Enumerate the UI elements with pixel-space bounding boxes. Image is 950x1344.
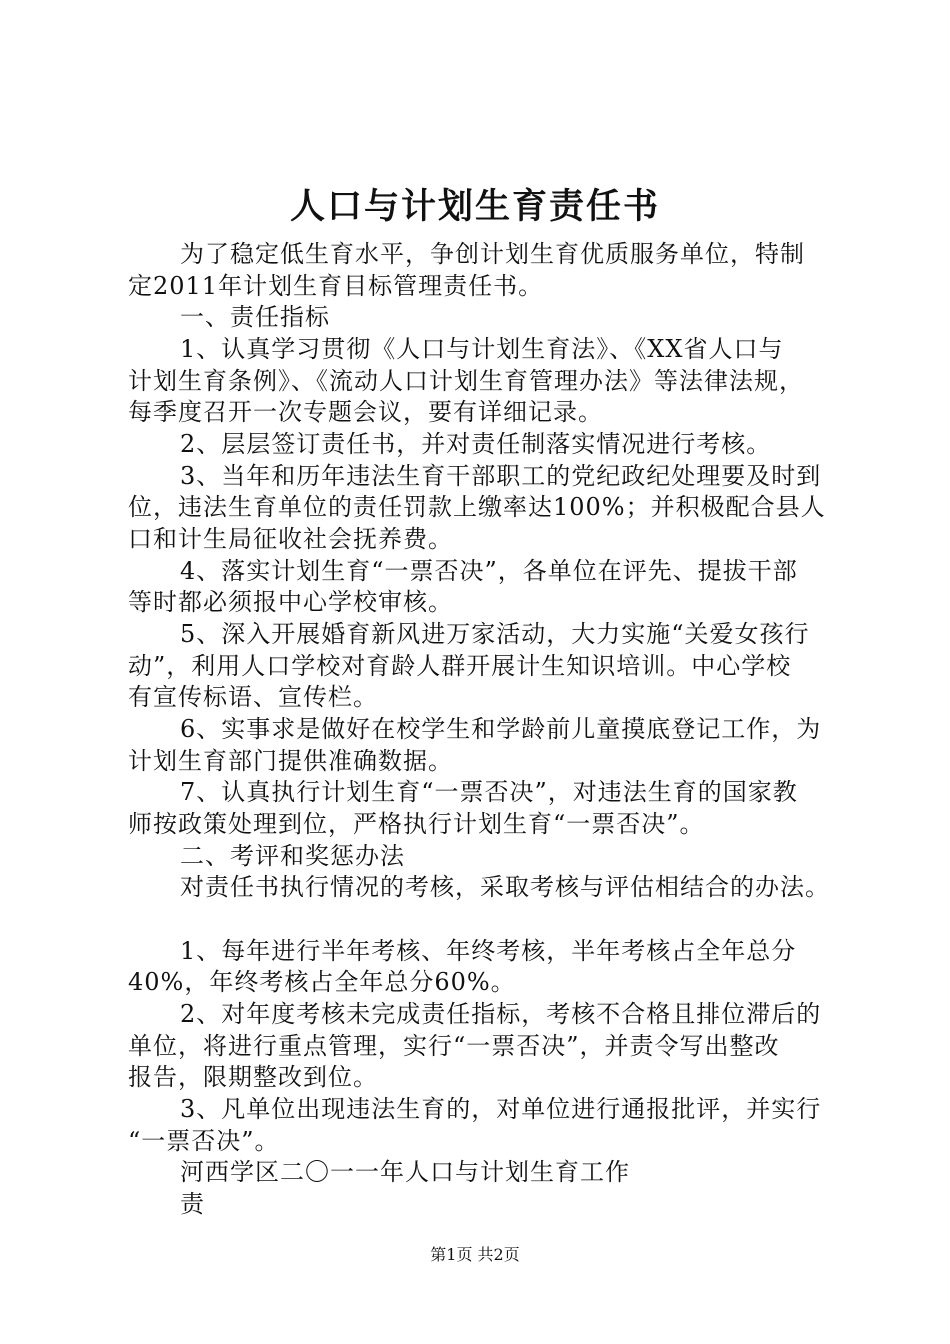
body-line: 师按政策处理到位，严格执行计划生育“一票否决”。 <box>128 810 705 838</box>
body-line: 每季度召开一次专题会议，要有详细记录。 <box>128 398 603 426</box>
document-title: 人口与计划生育责任书 <box>289 186 660 227</box>
body-line: 计划生育部门提供准确数据。 <box>128 747 453 775</box>
body-line: 2、对年度考核未完成责任指标，考核不合格且排位滞后的 <box>180 1000 822 1028</box>
section-heading: 一、责任指标 <box>180 303 330 331</box>
body-line: 口和计生局征收社会抚养费。 <box>128 525 453 553</box>
body-line: 动”，利用人口学校对育龄人群开展计生知识培训。中心学校 <box>128 652 792 680</box>
body-line: 7、认真执行计划生育“一票否决”，对违法生育的国家教 <box>180 778 798 806</box>
page-footer: 第1页 共2页 <box>430 1245 520 1264</box>
body-line: 对责任书执行情况的考核，采取考核与评估相结合的办法。 <box>180 873 830 901</box>
body-line: 3、凡单位出现违法生育的，对单位进行通报批评，并实行 <box>180 1095 822 1123</box>
signature-line: 责 <box>180 1190 205 1218</box>
section-heading: 二、考评和奖惩办法 <box>180 842 405 870</box>
body-line: 定2011年计划生育目标管理责任书。 <box>128 272 544 300</box>
body-line: 单位，将进行重点管理，实行“一票否决”，并责令写出整改 <box>128 1032 780 1060</box>
body-line: 4、落实计划生育“一票否决”，各单位在评先、提拔干部 <box>180 557 798 585</box>
body-line: 5、深入开展婚育新风进万家活动，大力实施“关爱女孩行 <box>180 620 810 648</box>
body-line: 40%，年终考核占全年总分60%。 <box>128 968 516 996</box>
body-line: 等时都必须报中心学校审核。 <box>128 588 453 616</box>
body-line: 3、当年和历年违法生育干部职工的党纪政纪处理要及时到 <box>180 462 822 490</box>
body-line: 计划生育条例》、《流动人口计划生育管理办法》等法律法规， <box>128 367 804 395</box>
body-line: 为了稳定低生育水平，争创计划生育优质服务单位，特制 <box>180 240 805 268</box>
body-line: 有宣传标语、宣传栏。 <box>128 683 378 711</box>
body-line: 6、实事求是做好在校学生和学龄前儿童摸底登记工作，为 <box>180 715 822 743</box>
body-line: 位，违法生育单位的责任罚款上缴率达100%；并积极配合县人 <box>128 493 826 521</box>
body-line: “一票否决”。 <box>128 1127 280 1155</box>
body-line: 2、层层签订责任书，并对责任制落实情况进行考核。 <box>180 430 772 458</box>
body-line: 1、每年进行半年考核、年终考核，半年考核占全年总分 <box>180 937 797 965</box>
body-line: 报告，限期整改到位。 <box>128 1063 378 1091</box>
signature-line: 河西学区二〇一一年人口与计划生育工作 <box>180 1158 630 1186</box>
body-line: 1、认真学习贯彻《人口与计划生育法》、《XX省人口与 <box>180 335 784 363</box>
